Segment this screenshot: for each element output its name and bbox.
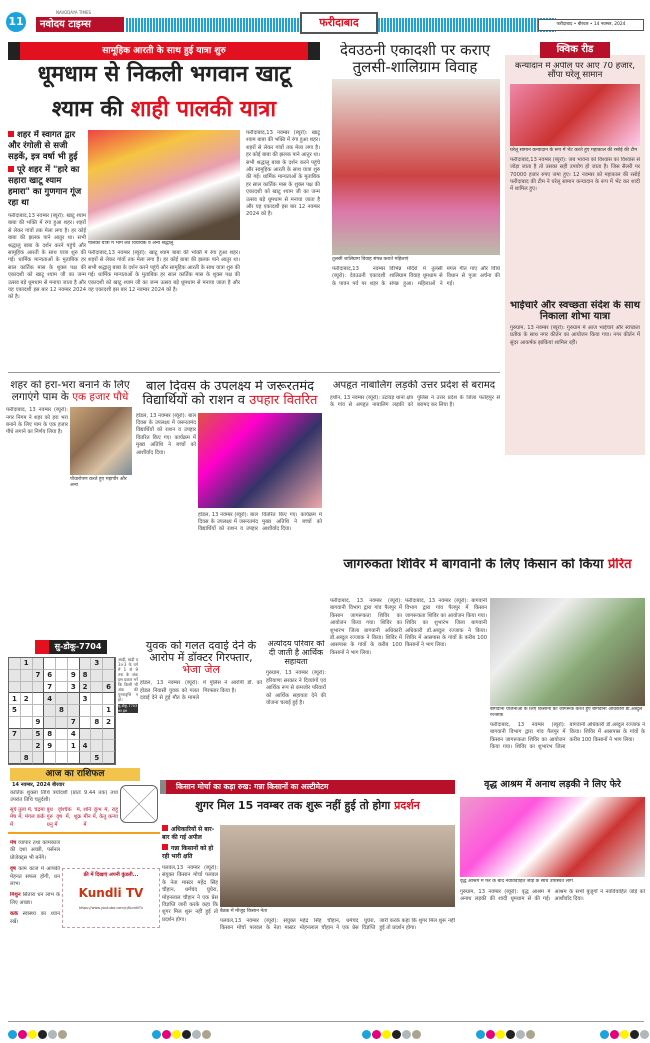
camp-photo <box>490 598 645 706</box>
horoscope-planets <box>10 807 118 830</box>
sudoku-cell <box>103 693 115 705</box>
orphan-headline: वृद्ध आश्रम में अनाथ लड़की ने लिए फेरे <box>484 779 621 790</box>
sudoku-cell <box>44 705 56 717</box>
sudoku-cell: 2 <box>21 693 33 705</box>
camp-headline: जागरुकता शिविर में बागवानी के लिए किसान को किया प्रेरित <box>343 558 632 572</box>
sudoku-cell <box>68 752 80 764</box>
color-dot <box>362 1030 371 1039</box>
sudoku-cell: 6 <box>44 670 56 682</box>
color-dot <box>28 1030 37 1039</box>
color-dot <box>48 1030 57 1039</box>
sudoku-cell <box>56 682 68 694</box>
quick-read-caption: घरेलू सामान कन्यादान के रूप में भेंट करते हुए महाकाल की रसोई की टीम <box>510 147 638 153</box>
sudoku-cell <box>9 658 21 670</box>
sudoku-cell <box>21 670 33 682</box>
abducted-story <box>328 380 500 552</box>
paper-name: नवोदय टाइम्स <box>36 17 124 32</box>
sudoku-cell: 2 <box>103 717 115 729</box>
color-dot <box>372 1030 381 1039</box>
kisan-bullet: गन्ना किसानों को हो रही भारी क्षति <box>162 845 214 860</box>
sudoku-cell: 8 <box>80 670 92 682</box>
sudoku-grid <box>8 657 116 765</box>
sudoku-cell: 1 <box>21 658 33 670</box>
horoscope-signs <box>10 840 60 1018</box>
camp-body: फरीदाबाद, 13 नवम्बर (ब्यूरो): बागवानी विभाग द्वारा गांव पैलपुर में किसान जागरूकता शिविर का आयोजन किया गया। शिविर का शुभारंभ जिला बागवानी अधिकारी डॉ.अब्दुल रज्जाक ने किया। शिविर में आसपास के गांवों के करीब 100 किसानों ने भाग लिया। <box>405 598 487 649</box>
sudoku-cell <box>103 740 115 752</box>
sudoku-title: सु-डोकू-7704 <box>35 640 107 654</box>
sudoku-cell <box>56 729 68 741</box>
sudoku-cell: 5 <box>9 705 21 717</box>
color-dot <box>516 1030 525 1039</box>
divider <box>8 372 500 373</box>
doctor-headline: युवक को गलत दवाई देने के आरोप में डॉक्टर गिरफ्तार, भेजा जेल <box>145 640 257 677</box>
horoscope-title: आज का राशिफल <box>10 768 140 781</box>
camp-caption: बागवानी योजनाओं के लिए किसानों को जागरूक करते हुए बागवानी अधिकारी डॉ.अब्दुल रज्जाक <box>490 707 643 718</box>
sudoku-cell <box>91 693 103 705</box>
sudoku-cell: 4 <box>80 740 92 752</box>
color-dot <box>182 1030 191 1039</box>
sudoku-cell <box>33 705 45 717</box>
sudoku-cell: 3 <box>91 658 103 670</box>
sudoku-cell: 7 <box>44 682 56 694</box>
children-body: होडल, 13 नवम्बर (ब्यूरो): बाल दिवस के उपलक्ष्य में जरूरतमंद विद्यार्थियों को राशन व उपहार वितरित किए गए। कार्यक्रम में मुख्य अतिथि ने बच्चों को आशीर्वाद दिया। <box>136 412 196 456</box>
color-dot <box>382 1030 391 1039</box>
lead-bullet: शहर में स्वागत द्वार और रंगोली से सजी सड़कें, इत्र वर्षा भी हुई <box>8 130 78 162</box>
color-dot <box>402 1030 411 1039</box>
sudoku-cell: 5 <box>33 729 45 741</box>
sudoku-cell <box>33 693 45 705</box>
sudoku-cell: 8 <box>21 752 33 764</box>
sudoku-cell <box>91 740 103 752</box>
quick-read-item-1 <box>507 62 643 294</box>
quick-read-title: क्विक रीड <box>540 42 610 58</box>
sudoku-cell <box>56 670 68 682</box>
kisan-body-2: पलवल,13 नवम्बर (ब्यूरो): संयुक्त किसान मोर्चा पलवल के नेता मास्टर महेंद्र सिंह चौहान, धर्मचंद घुघेरा, मोहनलाल चौहान ने एक प्रेस विज्ञप्ति जारी करके कहा कि शुगर मिल शुरू नहीं हुई तो प्रदर्शन होगा। <box>220 918 455 932</box>
lead-photo <box>88 130 240 240</box>
lead-headline-2 <box>8 98 320 122</box>
planet-group: शनि कुंभ में, राहु मीन में, केतु कन्या में <box>83 806 118 828</box>
sudoku-cell: 5 <box>91 752 103 764</box>
sudoku-cell: 4 <box>44 693 56 705</box>
sudoku-cell <box>56 717 68 729</box>
sudoku-cell <box>44 658 56 670</box>
sudoku-cell <box>21 729 33 741</box>
quick-read-headline-1: कन्यादान में अपील पर आए 70 हजार, सौंपा घरेलू सामान <box>515 62 635 81</box>
tulsi-story <box>330 42 500 368</box>
lead-headline-2b: शाही पालकी यात्रा <box>130 97 277 122</box>
sudoku-cell <box>44 717 56 729</box>
sudoku-cell: 7 <box>68 717 80 729</box>
sudoku-cell: 6 <box>103 682 115 694</box>
doctor-body: होडल, 13 नवम्बर (ब्यूरो): होडल निवासी युवक को गलत दवाई देने से हुई मौत के मामले में पुलिस ने आरोपी डॉ. को गिरफ्तार किया है। <box>140 680 262 702</box>
sudoku-cell <box>33 658 45 670</box>
sudoku-cell: 1 <box>103 705 115 717</box>
abducted-body: हथीन, 13 नवम्बर (ब्यूरो): उटावड़ थाना क्षेत्र के गांव से अपहृत नाबालिग लड़की को पुलिस ने उत्तर प्रदेश के जिला फतेहपुर से बरामद कर लिया है। <box>330 395 500 409</box>
sign-gemini: मिथुन सितारा धन लाभ के लिए अच्छा। <box>10 892 60 906</box>
color-dot <box>496 1030 505 1039</box>
sudoku-cell <box>9 740 21 752</box>
color-dot <box>630 1030 639 1039</box>
sudoku-cell <box>21 705 33 717</box>
sudoku-cell <box>21 740 33 752</box>
orphan-photo <box>460 797 645 877</box>
antyodaya-body: गुरुग्राम, 13 नवम्बर (ब्यूरो): हरियाणा सरकार ने दिव्यांगों एवं आर्थिक रूप से कमजोर परिवारों को आर्थिक सहायता देने की योजना चलाई हुई है। <box>266 670 326 707</box>
lead-left-column <box>8 130 86 366</box>
color-dot <box>620 1030 629 1039</box>
sudoku-answer-label: सु-डोकू-7703 का हल <box>118 704 138 713</box>
masthead <box>4 10 646 38</box>
sudoku-cell: 3 <box>80 693 92 705</box>
green-columns <box>6 407 134 638</box>
ad-brand: Kundli TV <box>78 886 144 900</box>
bottom-rule <box>8 1021 644 1022</box>
sudoku-cell: 9 <box>33 717 45 729</box>
horoscope-top <box>10 790 118 830</box>
children-body-2: होडल, 13 नवम्बर (ब्यूरो): बाल दिवस के उपलक्ष्य में जरूरतमंद विद्यार्थियों को राशन व उपहार वितरित किए गए। कार्यक्रम में मुख्य अतिथि ने बच्चों को आशीर्वाद दिया। <box>198 511 322 533</box>
kisan-bullet: अधिकारियों से बार-बार की गई अपील <box>162 826 215 841</box>
abducted-headline: अपहृत नाबालिग लड़की उत्तर प्रदेश से बरामद <box>332 380 496 391</box>
sudoku-cell <box>9 670 21 682</box>
sudoku-cell: 8 <box>44 729 56 741</box>
camp-body-2: फरीदाबाद, 13 नवम्बर (ब्यूरो): बागवानी विभाग द्वारा गांव पैलपुर में किसान जागरूकता शिविर का आयोजन किया गया। शिविर का शुभारंभ जिला बागवानी अधिकारी डॉ.अब्दुल रज्जाक ने किया। शिविर में आसपास के गांवों के करीब 100 किसानों ने भाग लिया। <box>490 722 645 751</box>
kisan-photo <box>220 825 455 907</box>
quick-read-headline-2: भाईचारे और स्वच्छता संदेश के साथ निकाला शोभा यात्रा <box>509 300 640 322</box>
sudoku-cell <box>80 717 92 729</box>
tulsi-headline: देवउठनी एकादशी पर कराए तुलसी-शालिग्राम विवाह <box>340 42 490 76</box>
color-dot <box>152 1030 161 1039</box>
sudoku-cell <box>56 693 68 705</box>
sudoku-cell <box>56 740 68 752</box>
ad-url[interactable]: https://www.youtube.com/c/KundliTv <box>78 906 144 910</box>
kundli-ad[interactable] <box>62 868 160 928</box>
color-dot <box>600 1030 609 1039</box>
color-dot <box>172 1030 181 1039</box>
color-dot <box>162 1030 171 1039</box>
doctor-story <box>140 640 262 772</box>
kisan-caption: बैठक में मौजूद किसान नेता <box>220 909 268 914</box>
sudoku-cell <box>9 717 21 729</box>
color-dot <box>506 1030 515 1039</box>
kisan-left-column <box>162 825 218 1018</box>
sudoku-cell <box>21 717 33 729</box>
planet-group: बुध वृश्चिक में, गुरु वृष में, शुक्र धनु में <box>46 806 82 828</box>
paper-small-tag: NAVODAYA TIMES <box>56 10 92 15</box>
sudoku-cell: 3 <box>68 682 80 694</box>
quick-read-body-1: फरीदाबाद,13 नवम्बर (ब्यूरो): जब भावना को विश्वास का विश्वास से जोड़ा जाता है तो उसका सही उपयोग हो जाता है। जिस सैलरी पर 70000 हजार रुपए जमा हुए। 12 नवम्बर को महाकाल की रसोई फरीदाबाद की टीम ने घरेलू सामान कन्यादान के रूप में भेंट कर शादी में शामिल हुए। <box>510 156 640 193</box>
camp-body-3: फरीदाबाद, 13 नवम्बर (ब्यूरो): बागवानी विभाग द्वारा गांव पैलपुर में किसान जागरूकता शिविर का आयोजन किया गया। शिविर का शुभारंभ जिला बागवानी अधिकारी डॉ.अब्दुल रज्जाक ने किया। शिविर में आसपास के गांवों के करीब 100 किसानों ने भाग लिया। <box>330 598 402 656</box>
quick-read-body-2: गुरुग्राम, 13 नवम्बर (ब्यूरो): गुरुग्राम में आज भाईचारे और स्वच्छता प्रतीक के साथ नगर कीर्तन का आयोजन किया गया। नगर कीर्तन में सुंदर आकर्षक झांकियां शामिल रहीं। <box>510 325 640 346</box>
sudoku-cell <box>9 752 21 764</box>
color-dot <box>8 1030 17 1039</box>
color-dot-group <box>152 1024 212 1043</box>
color-dot <box>610 1030 619 1039</box>
color-dot-group <box>8 1024 68 1043</box>
sign-aries: मेष व्यापार तथा कामकाज की दशा अच्छी, पर्सनल प्रोजेक्ट्स भी बनेंगे। <box>10 840 60 861</box>
sudoku-cell <box>80 752 92 764</box>
lead-body-3: फरीदाबाद,13 नवम्बर (ब्यूरो): खाटू श्याम बाबा की भक्ति में रंगा हुआ शहर। शहरों से लेकर गांवों तक मेला लगा है। हर कोई बाबा की झलक पाने आतुर था। सभी श्रद्धालु बाबा के दर्शन करने पहुंचे और सामूहिक आरती के साथ यात्रा शुरु की गई। धार्मिक मान्यताओं के मुताबिक हर साल कार्तिक मास के शुक्ल पक्ष की एकादशी को खाटू श्याम जी का जन्म उत्सव बड़े धूमधाम से मनाया जाता है और यह एकादशी इस बार 12 नवम्बर 2024 को है। <box>246 130 320 218</box>
sudoku-cell: 8 <box>56 705 68 717</box>
sudoku-cell <box>91 682 103 694</box>
sudoku-cell <box>21 682 33 694</box>
sudoku-cell <box>103 658 115 670</box>
children-headline: बाल दिवस के उपलक्ष्य में जरूरतमंद विद्यार्थियों को राशन व उपहार वितरित <box>142 380 318 409</box>
color-dot <box>526 1030 535 1039</box>
lead-caption: पालकी यात्रा में भाग लेते विधायक व अन्य श्रद्धालु <box>88 241 174 246</box>
lead-headline-2a: श्याम की <box>51 97 131 122</box>
children-photo-block <box>198 413 322 638</box>
horoscope-intro: कार्तिक शुक्ला तिथि त्रयोदशी (प्रातः 9.44 तक) तथा उपरांत तिथि चतुर्दशी। <box>10 790 118 804</box>
horoscope-date: 14 नवम्बर, 2024 बीरवार <box>12 782 65 788</box>
color-dot <box>486 1030 495 1039</box>
sudoku-cell: 9 <box>44 740 56 752</box>
antyodaya-story <box>266 640 326 772</box>
sudoku-cell <box>103 752 115 764</box>
sudoku-cell <box>68 658 80 670</box>
orphan-caption: वृद्ध आश्रम में फेरे के बाद नवविवाहित जोड़े के साथ उपस्थित लोग <box>460 879 573 884</box>
sudoku-cell <box>33 752 45 764</box>
sudoku-cell <box>80 705 92 717</box>
sudoku-cell <box>80 729 92 741</box>
sign-cancer: कर्क स्वास्थ्य का ध्यान रखें। <box>10 911 60 925</box>
orphan-body: गुरुग्राम, 13 नवम्बर (ब्यूरो): वृद्ध आश्रम में अनाथ लड़की की शादी धूमधाम से की गई। आश्रम के सभी बुजुर्गों ने नवविवाहित जोड़े को आशीर्वाद दिया। <box>460 889 645 903</box>
color-dot-group <box>362 1024 422 1043</box>
page-number: 11 <box>6 12 26 32</box>
sudoku-cell <box>56 658 68 670</box>
sudoku-cell: 8 <box>91 717 103 729</box>
city-label: फरीदाबाद <box>300 12 378 34</box>
children-photo <box>198 413 322 508</box>
ad-text: फ्री में दिखाएं अपनी कुंडली... <box>83 872 139 878</box>
green-body: फरीदाबाद, 13 नवम्बर (ब्यूरो): नगर निगम ने शहर को हरा भरा बनाने के लिए पाम के एक हजार पौधे लगाने का निर्णय लिया है। <box>6 407 68 436</box>
sudoku-cell: 4 <box>68 729 80 741</box>
tulsi-photo <box>332 79 500 255</box>
green-caption: पौधारोपण करते हुए महापौर और अन्य <box>70 477 127 489</box>
tulsi-caption: तुलसी शालिग्राम विवाह संपन्न कराते महिलाएं <box>332 257 409 262</box>
sudoku-cell: 2 <box>33 740 45 752</box>
children-columns <box>136 413 324 638</box>
green-headline: शहर को हरा-भरा बनाने के लिए लगाएंगे पाम के एक हजार पौधे <box>10 380 130 403</box>
sudoku-cell: 7 <box>9 729 21 741</box>
dateline: फरीदाबाद • बीरवार • 14 नवम्बर, 2024 <box>538 19 644 31</box>
tulsi-body: फरीदाबाद,13 नवम्बर (ब्यूरो): देवउठनी एकादशी के पावन पर्व पर शहर के विभिन्न मंदिरों में तुलसी शालिग्राम विवाह धूमधाम से संपन्न हुआ। महिलाओं ने मंगल गीत गाए और विधि विधान से पूजा अर्चना की गई। <box>332 266 500 287</box>
planet-group: सूर्य तुला में, चंद्रमा मेष में, मंगल कर्क में <box>10 806 45 828</box>
sudoku-cell <box>44 752 56 764</box>
lead-kicker: सामूहिक आरती के साथ हुई यात्रा शुरु <box>8 42 320 60</box>
sudoku-rules: आड़ी, खड़ी व 3×3 के वर्ग में 1 से 9 तक के अंक इस प्रकार भरें कि किसी भी अंक की पुनरावृत्ति न हो। <box>118 657 138 702</box>
sudoku-cell <box>80 658 92 670</box>
color-dot <box>476 1030 485 1039</box>
sudoku-cell <box>103 729 115 741</box>
color-dot-group <box>476 1024 536 1043</box>
color-dot <box>18 1030 27 1039</box>
sudoku-cell <box>68 705 80 717</box>
sudoku-cell: 1 <box>68 740 80 752</box>
sudoku-cell <box>103 670 115 682</box>
sudoku-cell <box>91 670 103 682</box>
quick-read-item-2 <box>507 300 643 453</box>
antyodaya-headline: अंत्योदय परिवार को दी जाती है आर्थिक सहायता <box>267 640 325 666</box>
sudoku-cell: 2 <box>80 682 92 694</box>
kundli-chart <box>120 785 158 823</box>
color-dot <box>202 1030 211 1039</box>
sudoku-cell <box>91 729 103 741</box>
sudoku-cell: 1 <box>9 693 21 705</box>
color-registration-bar <box>0 1024 650 1034</box>
lead-body-1: फरीदाबाद,13 नवम्बर (ब्यूरो): खाटू श्याम बाबा की भक्ति में रंगा हुआ शहर। शहरों से लेकर गांवों तक मेला लगा है। हर कोई बाबा की झलक पाने आतुर था। सभी श्रद्धालु बाबा के दर्शन करने पहुंचे और सामूहिक आरती के साथ यात्रा शुरु की गई। धार्मिक मान्यताओं के मुताबिक हर साल कार्तिक मास के शुक्ल पक्ष की एकादशी को खाटू श्याम जी का जन्म उत्सव बड़े धूमधाम से मनाया जाता है और यह एकादशी इस बार 12 नवम्बर 2024 को है। <box>8 213 86 301</box>
green-story <box>6 380 134 638</box>
quick-read-photo <box>510 84 640 146</box>
lead-headline-1: धूमधाम से निकली भगवान खाटू <box>37 62 291 87</box>
orphan-text <box>460 879 645 1018</box>
lead-bullet: पूरे शहर में "हारे का सहारा खाटू श्याम हमारा" का गुणगान गूंज रहा था <box>8 165 82 208</box>
color-dot <box>640 1030 649 1039</box>
sudoku-side <box>118 657 138 765</box>
color-dot <box>58 1030 67 1039</box>
lead-body-2: फरीदाबाद,13 नवम्बर (ब्यूरो): खाटू श्याम बाबा की भक्ति में रंगा हुआ शहर। शहरों से लेकर गांवों तक मेला लगा है। हर कोई बाबा की झलक पाने आतुर था। सभी श्रद्धालु बाबा के दर्शन करने पहुंचे और सामूहिक आरती के साथ यात्रा शुरु की गई। धार्मिक मान्यताओं के मुताबिक हर साल कार्तिक मास के शुक्ल पक्ष की एकादशी को खाटू श्याम जी का जन्म उत्सव बड़े धूमधाम से मनाया जाता है और यह एकादशी इस बार 12 नवम्बर 2024 को है। <box>88 250 240 294</box>
sudoku-cell: 9 <box>68 670 80 682</box>
sudoku-cell: 7 <box>33 670 45 682</box>
color-dot <box>192 1030 201 1039</box>
kisan-kicker: किसान मोर्चा का कड़ा रुख: गन्ना किसानों का अल्टीमेटम <box>160 780 455 794</box>
children-story <box>136 380 324 638</box>
kisan-headline: शुगर मिल 15 नवम्बर तक शुरू नहीं हुई तो होगा प्रदर्शन <box>195 799 420 812</box>
color-dot <box>412 1030 421 1039</box>
color-dot <box>38 1030 47 1039</box>
horoscope-divider <box>8 832 160 834</box>
sudoku-cell <box>9 682 21 694</box>
sudoku-cell <box>91 705 103 717</box>
green-photo <box>70 407 132 475</box>
color-dot <box>392 1030 401 1039</box>
sudoku-cell <box>56 752 68 764</box>
kisan-body: पलवल,13 नवम्बर (ब्यूरो): संयुक्त किसान मोर्चा पलवल के नेता मास्टर महेंद्र सिंह चौहान, धर्मचंद घुघेरा, मोहनलाल चौहान ने एक प्रेस विज्ञप्ति जारी करके कहा कि शुगर मिल शुरू नहीं हुई तो प्रदर्शन होगा। <box>162 865 218 923</box>
sudoku-cell <box>68 693 80 705</box>
sign-taurus: वृष काम काज में आपकी मेहनत सफल होगी, धन लाभ। <box>10 866 60 888</box>
sudoku-cell <box>33 682 45 694</box>
color-dot-group <box>600 1024 650 1043</box>
green-photo-block <box>70 407 132 638</box>
